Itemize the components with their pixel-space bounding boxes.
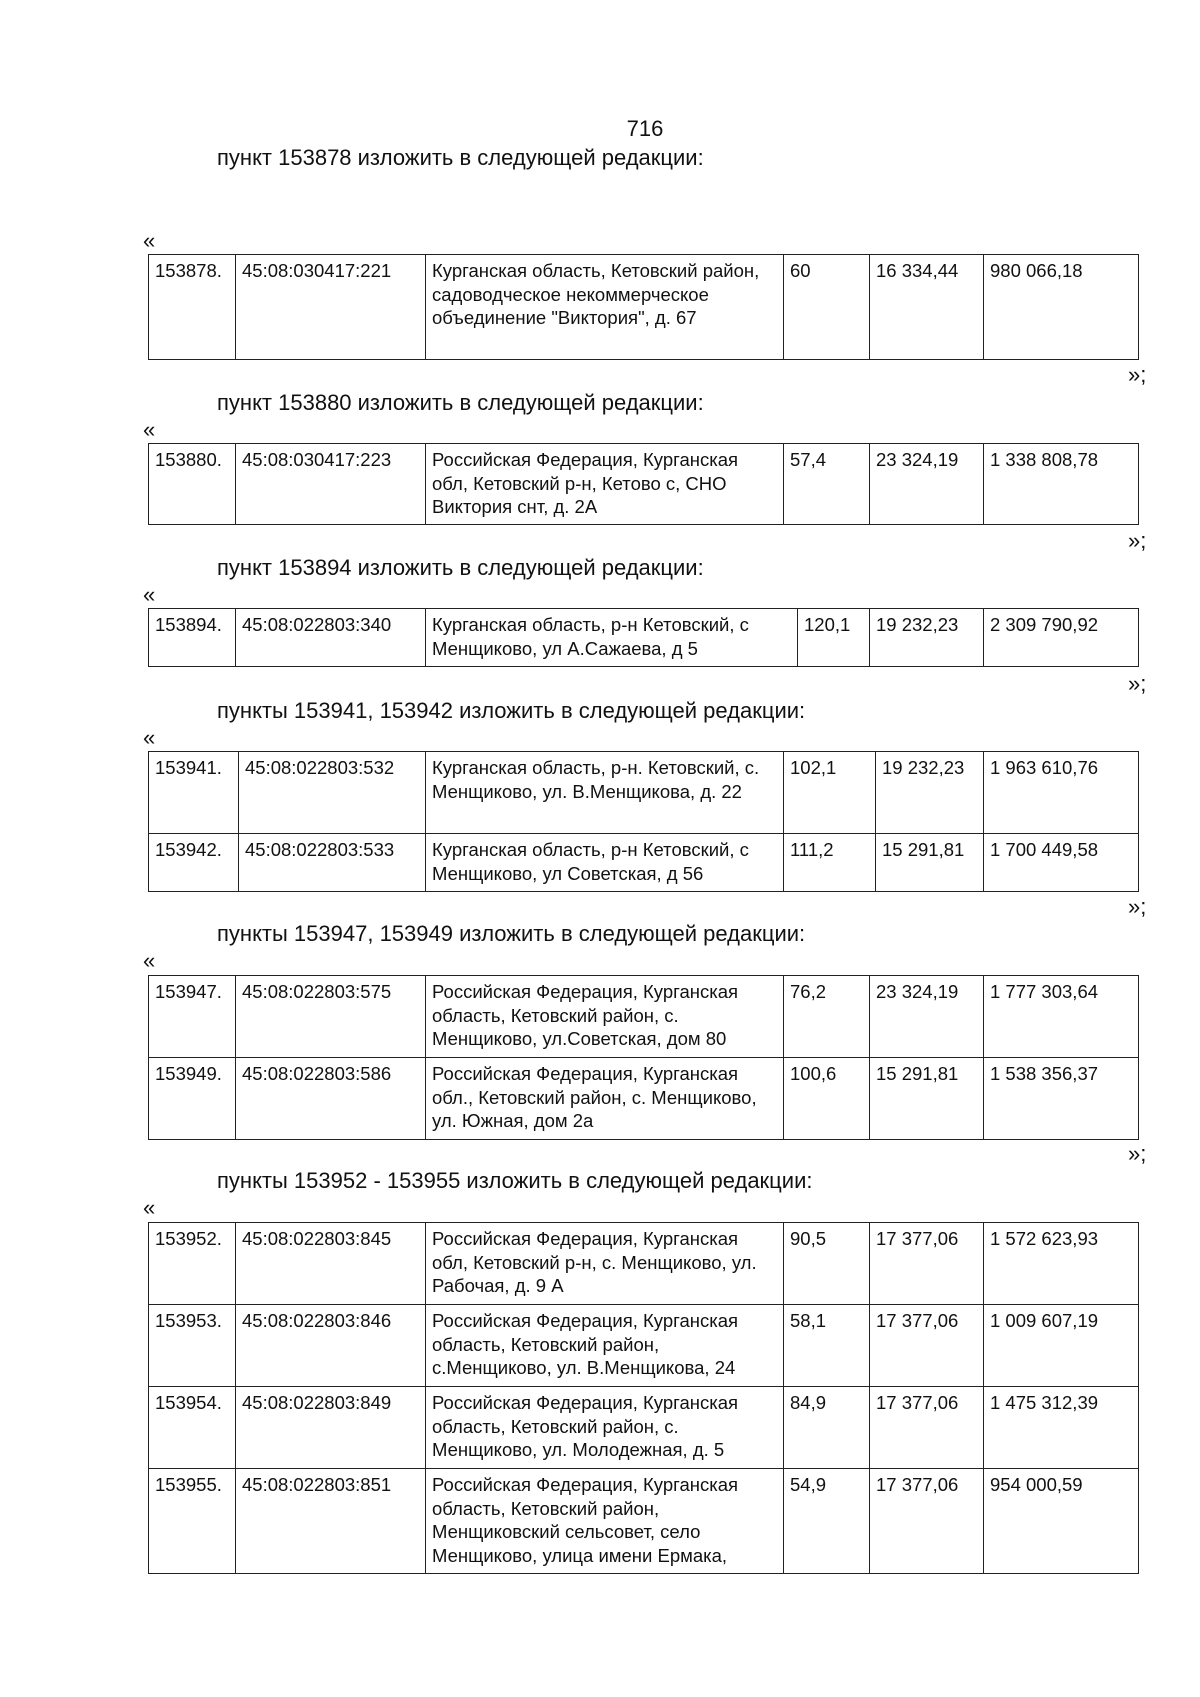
area: 120,1 (798, 609, 870, 667)
table-row (149, 444, 1139, 525)
row-number: 153894. (149, 609, 236, 667)
address: Курганская область, р-н. Кетовский, с. Менщиково, ул. В.Менщикова, д. 22 (426, 752, 784, 834)
cadastral-number: 45:08:030417:223 (236, 444, 426, 525)
section-heading: пункты 153947, 153949 изложить в следующей редакции: (217, 921, 806, 946)
unit-price: 23 324,19 (870, 976, 984, 1058)
unit-price: 17 377,06 (870, 1223, 984, 1305)
row-number: 153880. (149, 444, 236, 525)
cadastral-value: 1 963 610,76 (984, 752, 1139, 834)
address: Курганская область, р-н Кетовский, с Менщиково, ул Советская, д 56 (426, 834, 784, 892)
open-quote: « (143, 582, 156, 607)
unit-price: 17 377,06 (870, 1387, 984, 1469)
unit-price: 16 334,44 (870, 255, 984, 360)
close-quote: »; (1128, 894, 1147, 919)
table-row (149, 1223, 1139, 1305)
cadastral-value: 954 000,59 (984, 1469, 1139, 1574)
area: 84,9 (784, 1387, 870, 1469)
parcel-table (148, 254, 1139, 360)
area: 90,5 (784, 1223, 870, 1305)
table-row (149, 255, 1139, 360)
open-quote: « (143, 948, 156, 973)
cadastral-value: 980 066,18 (984, 255, 1139, 360)
address: Российская Федерация, Курганская область, Кетовский район, с. Менщиково, ул.Советская, дом 80 (426, 976, 784, 1058)
cadastral-number: 45:08:022803:849 (236, 1387, 426, 1469)
section-heading: пункты 153941, 153942 изложить в следующей редакции: (217, 698, 806, 723)
cadastral-number: 45:08:022803:533 (239, 834, 426, 892)
cadastral-number: 45:08:022803:846 (236, 1305, 426, 1387)
table-row (149, 1305, 1139, 1387)
page-number: 716 (626, 116, 664, 141)
area: 58,1 (784, 1305, 870, 1387)
unit-price: 15 291,81 (870, 1058, 984, 1140)
address: Российская Федерация, Курганская область, Кетовский район, Менщиковский сельсовет, село Менщиково, улица имени Ермака, (426, 1469, 784, 1574)
section-heading: пункт 153878 изложить в следующей редакции: (217, 145, 704, 170)
cadastral-value: 2 309 790,92 (984, 609, 1139, 667)
area: 111,2 (784, 834, 876, 892)
open-quote: « (143, 228, 156, 253)
parcel-table (148, 751, 1139, 892)
table-row (149, 752, 1139, 834)
cadastral-number: 45:08:030417:221 (236, 255, 426, 360)
row-number: 153955. (149, 1469, 236, 1574)
row-number: 153941. (149, 752, 239, 834)
table-row (149, 834, 1139, 892)
address: Российская Федерация, Курганская обл, Кетовский р-н, Кетово с, СНО Виктория снт, д. 2А (426, 444, 784, 525)
row-number: 153947. (149, 976, 236, 1058)
area: 54,9 (784, 1469, 870, 1574)
section-heading: пункты 153952 - 153955 изложить в следующей редакции: (217, 1168, 813, 1193)
row-number: 153953. (149, 1305, 236, 1387)
cadastral-number: 45:08:022803:845 (236, 1223, 426, 1305)
open-quote: « (143, 1195, 156, 1220)
row-number: 153942. (149, 834, 239, 892)
unit-price: 23 324,19 (870, 444, 984, 525)
row-number: 153949. (149, 1058, 236, 1140)
table-row (149, 1387, 1139, 1469)
row-number: 153878. (149, 255, 236, 360)
table-row (149, 976, 1139, 1058)
parcel-table (148, 1222, 1139, 1574)
cadastral-number: 45:08:022803:532 (239, 752, 426, 834)
open-quote: « (143, 417, 156, 442)
unit-price: 17 377,06 (870, 1469, 984, 1574)
close-quote: »; (1128, 671, 1147, 696)
cadastral-value: 1 475 312,39 (984, 1387, 1139, 1469)
cadastral-number: 45:08:022803:851 (236, 1469, 426, 1574)
area: 100,6 (784, 1058, 870, 1140)
address: Российская Федерация, Курганская область, Кетовский район, с. Менщиково, ул. Молодежная, д. 5 (426, 1387, 784, 1469)
section-heading: пункт 153894 изложить в следующей редакции: (217, 555, 704, 580)
cadastral-number: 45:08:022803:575 (236, 976, 426, 1058)
close-quote: »; (1128, 528, 1147, 553)
cadastral-value: 1 009 607,19 (984, 1305, 1139, 1387)
close-quote: »; (1128, 362, 1147, 387)
cadastral-value: 1 777 303,64 (984, 976, 1139, 1058)
unit-price: 17 377,06 (870, 1305, 984, 1387)
address: Курганская область, р-н Кетовский, с Менщиково, ул А.Сажаева, д 5 (426, 609, 798, 667)
cadastral-value: 1 538 356,37 (984, 1058, 1139, 1140)
parcel-table (148, 975, 1139, 1140)
table-row (149, 1469, 1139, 1574)
open-quote: « (143, 725, 156, 750)
table-row (149, 609, 1139, 667)
address: Российская Федерация, Курганская обл, Кетовский р-н, с. Менщиково, ул. Рабочая, д. 9 А (426, 1223, 784, 1305)
unit-price: 19 232,23 (876, 752, 984, 834)
cadastral-value: 1 338 808,78 (984, 444, 1139, 525)
cadastral-number: 45:08:022803:340 (236, 609, 426, 667)
section-heading: пункт 153880 изложить в следующей редакции: (217, 390, 704, 415)
area: 102,1 (784, 752, 876, 834)
cadastral-value: 1 700 449,58 (984, 834, 1139, 892)
close-quote: »; (1128, 1141, 1147, 1166)
unit-price: 15 291,81 (876, 834, 984, 892)
cadastral-value: 1 572 623,93 (984, 1223, 1139, 1305)
area: 57,4 (784, 444, 870, 525)
row-number: 153954. (149, 1387, 236, 1469)
parcel-table (148, 608, 1139, 667)
address: Российская Федерация, Курганская область, Кетовский район, с.Менщиково, ул. В.Менщикова, 24 (426, 1305, 784, 1387)
area: 60 (784, 255, 870, 360)
address: Российская Федерация, Курганская обл., Кетовский район, с. Менщиково, ул. Южная, дом 2а (426, 1058, 784, 1140)
parcel-table (148, 443, 1139, 525)
cadastral-number: 45:08:022803:586 (236, 1058, 426, 1140)
unit-price: 19 232,23 (870, 609, 984, 667)
area: 76,2 (784, 976, 870, 1058)
row-number: 153952. (149, 1223, 236, 1305)
table-row (149, 1058, 1139, 1140)
address: Курганская область, Кетовский район, садоводческое некоммерческое объединение "Виктория", д. 67 (426, 255, 784, 360)
